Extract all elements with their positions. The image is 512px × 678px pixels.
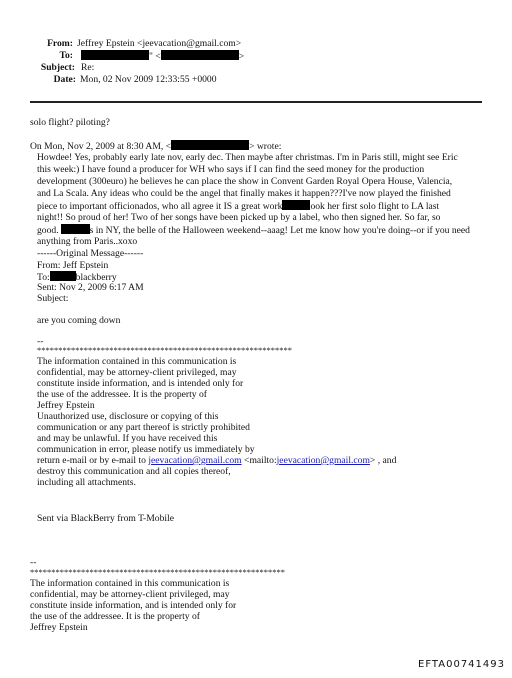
from-label: From: (47, 38, 73, 49)
intro-suffix: > wrote: (249, 141, 282, 152)
to-lt: < (155, 51, 161, 62)
intro-prefix: On Mon, Nov 2, 2009 at 8:30 AM, < (30, 141, 172, 152)
to-gt: > (238, 51, 245, 62)
redaction-box (161, 50, 239, 60)
sig-dashes: -- (37, 336, 44, 347)
disclaimer-line: and may be unlawful. If you have received this (37, 433, 218, 444)
disclaimer-line: The information contained in this communication is (37, 356, 237, 367)
original-message-marker: ------Original Message------ (37, 248, 144, 259)
to-value (81, 50, 244, 63)
quoted-line: night!! So proud of her! Two of her songs have been picked up by a label, who then signed her. So far, so (37, 212, 441, 223)
redaction-box (282, 200, 310, 210)
footer-disclaimer-line: The information contained in this communication is (30, 578, 230, 589)
date-label: Date: (53, 74, 76, 85)
original-sent: Sent: Nov 2, 2009 6:17 AM (37, 282, 144, 293)
quoted-line: and La Scala. Any ideas who could be the angel that finally makes it happen???I've now played the finished (37, 188, 451, 199)
footer-disclaimer-line: the use of the addressee. It is the property of (30, 611, 200, 622)
redaction-box (171, 140, 249, 150)
disc10-c: > , and (369, 455, 397, 466)
quoted-line: this week:) I have found a producer for WH who says if I can find the seed money for the production (37, 164, 425, 175)
mailto-link[interactable]: jeevacation@gmail.com (276, 455, 370, 466)
disclaimer-line: communication or any part thereof is strictly prohibited (37, 422, 250, 433)
redaction-box (61, 224, 90, 234)
footer-disclaimer-line: confidential, may be attorney-client privileged, may (30, 589, 230, 600)
disclaimer-line: Jeffrey Epstein (37, 400, 95, 411)
document-id: EFTA00741493 (418, 659, 505, 670)
line5-b: ook her first solo flight to LA last (310, 201, 440, 212)
disclaimer-line: destroy this communication and all copies thereof, (37, 466, 231, 477)
reply-text: solo flight? piloting? (30, 117, 110, 128)
from-value: Jeffrey Epstein <jeevacation@gmail.com> (77, 38, 242, 49)
orig-to-label: To: (37, 272, 50, 283)
line7-b: s in NY, the belle of the Halloween weekend--aaag! Let me know how you're doing--or if you need (89, 225, 470, 236)
email-link[interactable]: jeevacation@gmail.com (148, 455, 242, 466)
footer-disclaimer-line: Jeffrey Epstein (30, 622, 88, 633)
footer-stars-divider: ************************************************************ (30, 567, 285, 577)
disclaimer-line: constitute inside information, and is intended only for (37, 378, 244, 389)
disclaimer-line: Unauthorized use, disclosure or copying of this (37, 411, 219, 422)
redaction-box (50, 271, 76, 281)
line7-a: good. (37, 225, 59, 236)
to-label: To: (59, 50, 73, 61)
disclaimer-line: the use of the addressee. It is the property of (37, 389, 207, 400)
original-subject: Subject: (37, 293, 69, 304)
orig-to-value: blackberry (75, 272, 117, 283)
stars-divider: ************************************************************ (37, 345, 292, 355)
quoted-line: Howdee! Yes, probably early late nov, early dec. Then maybe after christmas. I'm in Paris still, might see Eric (37, 152, 458, 163)
subject-label: Subject: (40, 62, 75, 73)
subject-value: Re: (81, 62, 95, 73)
quoted-line: development (300euro) he believes he can place the show in Convent Garden Royal Opera House, Valencia, (37, 176, 453, 187)
header-divider (30, 101, 482, 103)
original-body: are you coming down (37, 315, 121, 326)
original-from: From: Jeff Epstein (37, 260, 109, 271)
redaction-box (81, 50, 149, 60)
sent-via: Sent via BlackBerry from T-Mobile (37, 513, 174, 524)
line5-a: piece to important officionados, who all agree it IS a great work (37, 201, 283, 212)
quoted-line: anything from Paris..xoxo (37, 236, 138, 247)
disc10-b: <mailto: (241, 455, 277, 466)
date-value: Mon, 02 Nov 2009 12:33:55 +0000 (80, 74, 217, 85)
to-quote: " (149, 51, 153, 62)
footer-dashes: -- (30, 557, 37, 568)
disclaimer-line: communication in error, please notify us immediately by (37, 444, 255, 455)
footer-disclaimer-line: constitute inside information, and is intended only for (30, 600, 237, 611)
disclaimer-line: including all attachments. (37, 477, 136, 488)
disclaimer-line: confidential, may be attorney-client privileged, may (37, 367, 237, 378)
disc10-a: return e-mail or by e-mail to (37, 455, 149, 466)
